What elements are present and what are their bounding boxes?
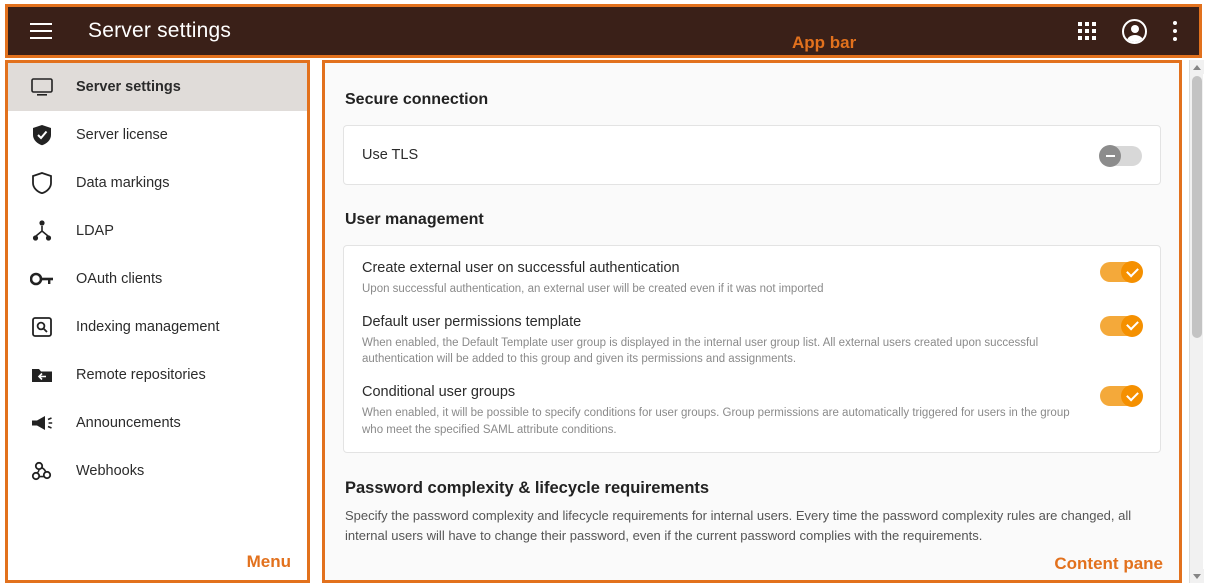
folder-arrow-icon	[22, 366, 62, 384]
section-title-password-complexity: Password complexity & lifecycle requirements	[345, 479, 710, 498]
setting-title: Create external user on successful authentication	[362, 260, 680, 276]
megaphone-icon	[22, 414, 62, 432]
setting-text	[362, 260, 1100, 298]
sidebar-item-label: Data markings	[76, 175, 170, 191]
setting-text	[362, 314, 1100, 368]
sidebar-item-label: LDAP	[76, 223, 114, 239]
toggle-create-external-user[interactable]	[1100, 262, 1142, 282]
hamburger-line	[30, 23, 52, 25]
toggle-use-tls[interactable]	[1100, 146, 1142, 166]
sidebar-item-server-settings[interactable]	[8, 63, 307, 111]
sidebar-item-ldap[interactable]	[8, 207, 307, 255]
setting-description: When enabled, it will be possible to specify conditions for user groups. Group permissions are automatically triggered for users in the group who meet the specified SAML attribute conditions.	[362, 407, 1070, 436]
sidebar-item-label: Webhooks	[76, 463, 145, 479]
scrollbar-thumb[interactable]	[1192, 76, 1202, 338]
setting-text	[362, 384, 1100, 438]
sidebar-item-label: Indexing management	[76, 319, 220, 335]
monitor-icon	[22, 78, 62, 96]
page-title: Server settings	[88, 19, 232, 42]
account-avatar-icon[interactable]	[1122, 19, 1147, 44]
kebab-menu-icon[interactable]	[1173, 21, 1177, 41]
sidebar-item-data-markings[interactable]	[8, 159, 307, 207]
scroll-up-arrow-icon[interactable]	[1190, 60, 1204, 74]
setting-text	[362, 147, 1100, 163]
scroll-down-arrow-icon[interactable]	[1190, 569, 1204, 583]
shield-check-icon	[22, 124, 62, 146]
vertical-scrollbar[interactable]	[1189, 60, 1203, 583]
card-user-management	[343, 245, 1161, 453]
sidebar-menu	[5, 60, 310, 583]
app-bar-actions	[1078, 19, 1177, 44]
hamburger-line	[30, 37, 52, 39]
password-complexity-description: Specify the password complexity and lifecycle requirements for internal users. Every time the password complexity rules are changed, all internal users will have to change their password, even if the current password complies with the requirements.	[345, 508, 1132, 543]
sidebar-item-label: Announcements	[76, 415, 181, 431]
setting-description: When enabled, the Default Template user group is displayed in the internal user group list. All external users created upon successful authentication will be added to this group and given its permissions and assignments.	[362, 336, 1039, 366]
sidebar-item-announcements[interactable]	[8, 399, 307, 447]
section-title-user-management: User management	[345, 211, 484, 228]
annotation-content-pane: Content pane	[1054, 554, 1163, 573]
setting-row-create-external-user	[344, 246, 1160, 312]
annotation-app-bar: App bar	[792, 33, 857, 52]
key-icon	[22, 271, 62, 287]
setting-row-conditional-user-groups	[344, 382, 1160, 452]
setting-row-use-tls	[344, 126, 1160, 184]
toggle-knob	[1121, 261, 1143, 283]
toggle-knob	[1121, 385, 1143, 407]
setting-row-default-user-permissions-template	[344, 312, 1160, 382]
sidebar-item-label: OAuth clients	[76, 271, 163, 287]
shield-icon	[22, 172, 62, 194]
magnifier-box-icon	[22, 317, 62, 337]
sitemap-icon	[22, 220, 62, 242]
section-title-secure-connection: Secure connection	[345, 91, 489, 108]
hamburger-line	[30, 30, 52, 32]
app-bar	[5, 4, 1202, 58]
toggle-default-user-permissions-template[interactable]	[1100, 316, 1142, 336]
setting-description: Upon successful authentication, an external user will be created even if it was not imported	[362, 283, 824, 295]
content-scroll-area	[325, 63, 1179, 580]
setting-title: Conditional user groups	[362, 384, 516, 401]
setting-title: Default user permissions template	[362, 313, 582, 330]
sidebar-item-remote-repositories[interactable]	[8, 351, 307, 399]
hamburger-icon[interactable]	[14, 4, 68, 58]
sidebar-item-server-license[interactable]	[8, 111, 307, 159]
toggle-knob	[1121, 315, 1143, 337]
grid-apps-icon[interactable]	[1078, 22, 1096, 40]
setting-title: Use TLS	[362, 147, 419, 163]
sidebar-item-oauth-clients[interactable]	[8, 255, 307, 303]
annotation-menu: Menu	[246, 552, 291, 571]
content-pane	[322, 60, 1182, 583]
webhook-icon	[22, 460, 62, 482]
sidebar-item-label: Server license	[76, 127, 168, 143]
toggle-knob	[1099, 145, 1121, 167]
sidebar-item-label: Remote repositories	[76, 367, 206, 383]
sidebar-item-webhooks[interactable]	[8, 447, 307, 495]
toggle-conditional-user-groups[interactable]	[1100, 386, 1142, 406]
sidebar-item-indexing-management[interactable]	[8, 303, 307, 351]
card-secure-connection	[343, 125, 1161, 185]
sidebar-item-label: Server settings	[76, 79, 181, 95]
